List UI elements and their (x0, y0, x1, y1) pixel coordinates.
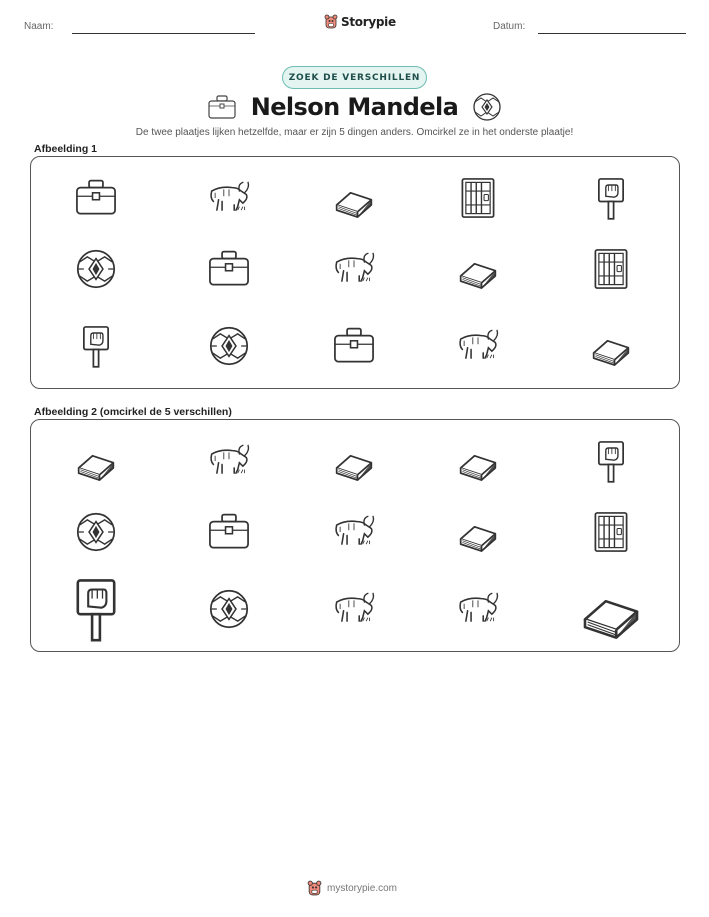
protest-sign-icon (70, 320, 122, 372)
protest-sign-icon (585, 435, 637, 487)
picture-2-panel[interactable] (30, 419, 680, 652)
name-line[interactable] (72, 33, 255, 34)
picture-2-cell-r2c2[interactable] (203, 506, 255, 558)
picture-2-label: Afbeelding 2 (omcirkel de 5 verschillen) (34, 406, 232, 418)
ox-icon (452, 583, 504, 635)
footer-site: mystorypie.com (327, 882, 398, 894)
storypie-mascot-icon (324, 14, 338, 29)
book-icon (328, 172, 380, 224)
picture-1-cell-r3c2 (203, 320, 255, 372)
ox-icon (328, 243, 380, 295)
book-icon (328, 435, 380, 487)
ox-icon (328, 506, 380, 558)
picture-1-cell-r1c4 (452, 172, 504, 224)
picture-1-cell-r2c1 (70, 243, 122, 295)
picture-1-cell-r3c3 (328, 320, 380, 372)
storypie-mascot-icon (307, 880, 322, 896)
picture-1-cell-r2c4 (452, 243, 504, 295)
picture-1-cell-r2c3 (328, 243, 380, 295)
picture-2-cell-r3c1[interactable] (57, 570, 135, 648)
picture-2-cell-r1c1[interactable] (70, 435, 122, 487)
shield-icon (203, 583, 255, 635)
picture-2-cell-r2c4[interactable] (452, 506, 504, 558)
picture-1-cell-r3c5 (585, 320, 637, 372)
book-icon (572, 570, 650, 648)
brand-name: Storypie (341, 14, 396, 29)
date-label: Datum: (493, 21, 526, 32)
picture-2-cell-r3c5[interactable] (572, 570, 650, 648)
picture-2-cell-r2c3[interactable] (328, 506, 380, 558)
picture-2-cell-r1c4[interactable] (452, 435, 504, 487)
picture-2-cell-r1c3[interactable] (328, 435, 380, 487)
prison-door-icon (452, 172, 504, 224)
picture-1-cell-r3c4 (452, 320, 504, 372)
name-label: Naam: (24, 21, 54, 32)
shield-icon (70, 243, 122, 295)
picture-1-cell-r2c2 (203, 243, 255, 295)
brand-logo (324, 14, 396, 29)
picture-1-cell-r1c3 (328, 172, 380, 224)
shield-icon (472, 92, 502, 122)
book-icon (452, 435, 504, 487)
picture-2-cell-r2c5[interactable] (585, 506, 637, 558)
protest-sign-icon (585, 172, 637, 224)
prison-door-icon (585, 243, 637, 295)
briefcase-icon (70, 172, 122, 224)
picture-1-cell-r2c5 (585, 243, 637, 295)
date-line[interactable] (538, 33, 686, 34)
picture-1-cell-r1c5 (585, 172, 637, 224)
prison-door-icon (585, 506, 637, 558)
picture-2-cell-r2c1[interactable] (70, 506, 122, 558)
briefcase-icon (207, 94, 237, 120)
briefcase-icon (203, 243, 255, 295)
picture-1-cell-r1c1 (70, 172, 122, 224)
shield-icon (203, 320, 255, 372)
picture-2-cell-r1c5[interactable] (585, 435, 637, 487)
book-icon (585, 320, 637, 372)
protest-sign-icon (57, 570, 135, 648)
activity-badge: ZOEK DE VERSCHILLEN (282, 66, 427, 89)
instructions: De twee plaatjes lijken hetzelfde, maar er zijn 5 dingen anders. Omcirkel ze in het onderste plaatje! (135, 127, 574, 138)
briefcase-icon (328, 320, 380, 372)
page-title: Nelson Mandela (250, 93, 459, 121)
picture-1-cell-r3c1 (70, 320, 122, 372)
picture-2-cell-r3c4[interactable] (452, 583, 504, 635)
picture-2-cell-r1c2[interactable] (203, 435, 255, 487)
ox-icon (452, 320, 504, 372)
ox-icon (328, 583, 380, 635)
book-icon (452, 243, 504, 295)
footer (307, 880, 397, 896)
picture-2-cell-r3c3[interactable] (328, 583, 380, 635)
picture-1-panel (30, 156, 680, 389)
title-row (0, 90, 709, 124)
briefcase-icon (203, 506, 255, 558)
ox-icon (203, 172, 255, 224)
book-icon (452, 506, 504, 558)
picture-2-cell-r3c2[interactable] (203, 583, 255, 635)
book-icon (70, 435, 122, 487)
shield-icon (70, 506, 122, 558)
picture-1-label: Afbeelding 1 (34, 143, 98, 155)
picture-1-cell-r1c2 (203, 172, 255, 224)
ox-icon (203, 435, 255, 487)
